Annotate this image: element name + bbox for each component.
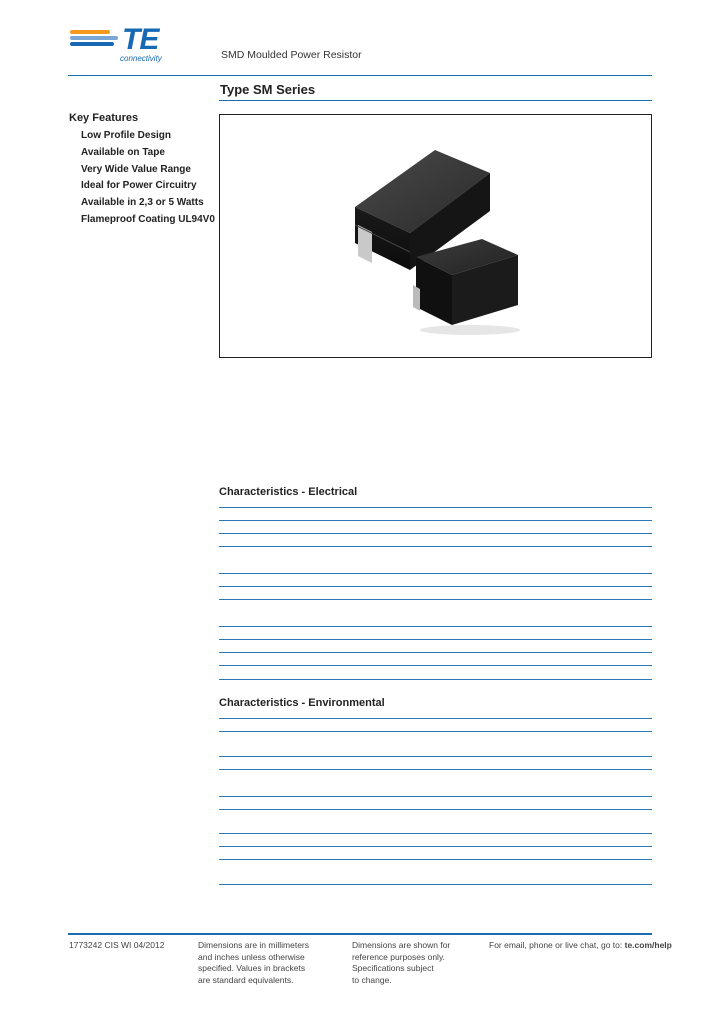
table-row-rule: [219, 573, 652, 574]
table-row-rule: [219, 756, 652, 757]
table-row-rule: [219, 679, 652, 680]
table-row-rule: [219, 833, 652, 834]
document-code: 1773242 CIS WI 04/2012: [69, 940, 165, 950]
footer-rule: [68, 933, 652, 935]
table-row-rule: [219, 520, 652, 521]
feature-item: Very Wide Value Range: [81, 163, 191, 175]
feature-item: Ideal for Power Circuitry: [81, 180, 197, 192]
table-row-rule: [219, 533, 652, 534]
table-row-rule: [219, 846, 652, 847]
feature-item: Available on Tape: [81, 146, 165, 158]
feature-item: Flameproof Coating UL94V0: [81, 213, 215, 225]
logo-subtext: connectivity: [120, 54, 162, 63]
header-rule: [68, 75, 652, 76]
resistor-illustration: [220, 115, 651, 357]
table-row-rule: [219, 507, 652, 508]
table-row-rule: [219, 884, 652, 885]
te-connectivity-logo: [70, 24, 180, 64]
series-rule: [219, 100, 652, 101]
series-title: Type SM Series: [220, 82, 316, 97]
table-row-rule: [219, 546, 652, 547]
document-title: SMD Moulded Power Resistor: [221, 49, 362, 61]
help-contact: For email, phone or live chat, go to: te.com/help: [489, 940, 672, 950]
dimensions-note: Dimensions are in millimeters and inches unless otherwise specified. Values in brackets are standard equivalents.: [198, 940, 310, 985]
table-row-rule: [219, 626, 652, 627]
table-row-rule: [219, 639, 652, 640]
logo-text: TE: [122, 23, 159, 56]
electrical-section-title: Characteristics - Electrical: [219, 486, 358, 498]
help-link[interactable]: te.com/help: [624, 940, 672, 950]
table-row-rule: [219, 859, 652, 860]
environmental-section-title: Characteristics - Environmental: [219, 697, 385, 709]
table-row-rule: [219, 652, 652, 653]
key-features-title: Key Features: [69, 112, 139, 124]
table-row-rule: [219, 731, 652, 732]
table-row-rule: [219, 796, 652, 797]
key-features-list: [81, 130, 215, 231]
product-image: [219, 114, 652, 358]
table-row-rule: [219, 769, 652, 770]
table-row-rule: [219, 599, 652, 600]
feature-item: Available in 2,3 or 5 Watts: [81, 197, 204, 209]
table-row-rule: [219, 718, 652, 719]
feature-item: Low Profile Design: [81, 130, 172, 141]
table-row-rule: [219, 809, 652, 810]
table-row-rule: [219, 665, 652, 666]
reference-note: Dimensions are shown for reference purposes only. Specifications subject to change.: [352, 940, 451, 985]
table-row-rule: [219, 586, 652, 587]
